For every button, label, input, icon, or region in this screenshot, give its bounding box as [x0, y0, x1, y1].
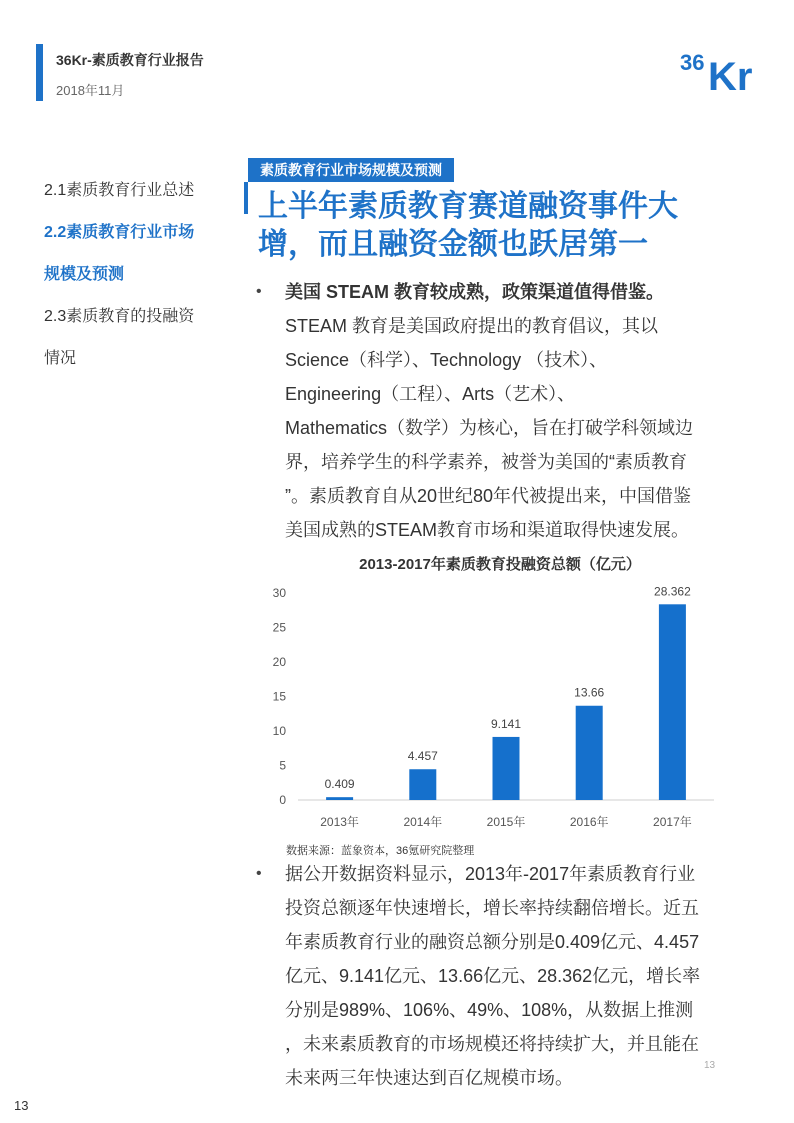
bullet-2-line: 据公开数据资料显示，2013年-2017年素质教育行业: [285, 864, 696, 884]
bullet-2-line: 年素质教育行业的融资总额分别是0.409亿元、4.457: [285, 932, 700, 952]
report-title: 36Kr-素质教育行业报告: [56, 52, 204, 68]
y-tick-label: 25: [272, 620, 286, 635]
bullet-1-lead: 美国 STEAM 教育较成熟，政策渠道值得借鉴。: [285, 282, 665, 302]
header-accent-bar: [36, 44, 43, 101]
table-of-contents: [44, 170, 224, 380]
x-tick-label: 2016年: [569, 815, 609, 829]
headline-accent-bar: [244, 182, 248, 214]
page-number: 13: [14, 1098, 29, 1113]
toc-item-2-2-cont[interactable]: 规模及预测: [44, 266, 125, 283]
bar: [326, 797, 353, 800]
investment-bar-chart: [258, 578, 718, 840]
x-tick-label: 2014年: [403, 815, 443, 829]
page-number-inner: 13: [704, 1060, 716, 1071]
headline: [258, 188, 758, 264]
toc-item-2-3-cont[interactable]: 情况: [44, 350, 77, 367]
toc-item-2-2[interactable]: 2.2素质教育行业市场: [44, 224, 195, 241]
bullet-1-line: Engineering（工程）、Arts（艺术）、: [285, 384, 576, 404]
x-tick-label: 2013年: [320, 815, 359, 829]
bar: [659, 604, 686, 800]
report-date: 2018年11月: [56, 83, 125, 98]
headline-line-2: 增，而且融资金额也跃居第一: [258, 228, 648, 261]
bullet-2-line: 未来两三年快速达到百亿规模市场。: [285, 1068, 573, 1088]
bullet-2-line: ，未来素质教育的市场规模还将持续扩大，并且能在: [285, 1034, 699, 1054]
bullet-2-text: [285, 857, 745, 1095]
x-tick-label: 2015年: [486, 815, 526, 829]
y-tick-label: 15: [272, 689, 286, 704]
bullet-1-marker: •: [256, 283, 262, 300]
bullet-1-line: Science（科学）、Technology （技术）、: [285, 350, 608, 370]
toc-item-2-3[interactable]: 2.3素质教育的投融资: [44, 308, 195, 325]
logo-text-kr: Kr: [708, 55, 753, 94]
bar: [576, 706, 603, 800]
y-tick-label: 20: [272, 655, 286, 669]
bar: [409, 769, 436, 800]
bullet-2-line: 分别是989%、106%、49%、108%，从数据上推测: [285, 1000, 694, 1020]
y-tick-label: 30: [272, 586, 286, 600]
headline-line-1: 上半年素质教育赛道融资事件大: [258, 190, 678, 223]
36kr-logo: [680, 44, 764, 94]
chart-title: 2013-2017年素质教育投融资总额（亿元）: [359, 556, 641, 573]
logo-text-36: 36: [680, 50, 705, 75]
bullet-2-line: 亿元、9.141亿元、13.66亿元、28.362亿元，增长率: [285, 966, 701, 986]
y-tick-label: 5: [279, 758, 286, 773]
y-tick-label: 0: [279, 793, 286, 807]
bullet-2-line: 投资总额逐年快速增长，增长率持续翻倍增长。近五: [285, 898, 699, 918]
bullet-1-line: 界，培养学生的科学素养，被誉为美国的“素质教育: [285, 452, 687, 472]
data-label: 9.141: [490, 716, 522, 731]
y-tick-label: 10: [272, 724, 286, 738]
bullet-1-line: STEAM 教育是美国政府提出的教育倡议，其以: [285, 316, 659, 336]
bullet-1-line: 美国成熟的STEAM教育市场和渠道取得快速发展。: [285, 520, 690, 540]
x-tick-label: 2017年: [653, 815, 692, 829]
bullet-1-text: [285, 275, 745, 547]
bullet-1-line: Mathematics（数学）为核心，旨在打破学科领域边: [285, 418, 694, 438]
chart-source: 数据来源：蓝象资本，36氪研究院整理: [286, 845, 475, 857]
data-label: 13.66: [574, 685, 605, 700]
bullet-2-marker: •: [256, 865, 262, 882]
toc-item-2-1[interactable]: 2.1素质教育行业总述: [44, 182, 195, 199]
section-tag: 素质教育行业市场规模及预测: [248, 158, 454, 182]
bar: [493, 737, 520, 800]
data-label: 28.362: [654, 584, 691, 599]
data-label: 4.457: [407, 749, 438, 764]
bullet-1-line: ”。素质教育自从20世纪80年代被提出来，中国借鉴: [285, 486, 692, 506]
data-label: 0.409: [324, 777, 355, 792]
